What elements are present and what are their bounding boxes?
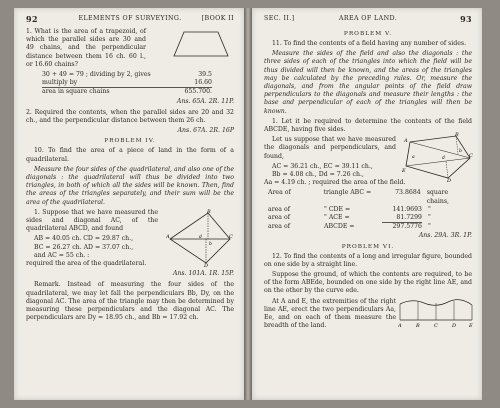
running-title-right: AREA OF LAND. [338, 15, 398, 22]
measured-values [34, 235, 166, 260]
table-cell: " [428, 214, 431, 222]
running-title-left: ELEMENTS OF SURVEYING. [78, 15, 182, 22]
table-cell: 81.7299 [382, 214, 422, 223]
problem-4-rule: Measure the four sides of the quadrilateral, and also one of the diagonals : the quadrilateral will thus be divided into two triangles, in both of which all the sides will be known. Then, find the areas of the triangles separately, and their sum will be the area of the quadrilateral. [26, 165, 234, 206]
calc-line-1-value: 39.5 [198, 71, 212, 79]
page-number-right: 93 [460, 14, 472, 24]
right-page [252, 8, 482, 400]
quadrilateral-figure [166, 209, 234, 267]
table-cell: square chains, [426, 189, 449, 205]
pent-label-foot-a: a [412, 155, 415, 161]
irr-label-e: E [469, 322, 473, 328]
table-cell: triangle ABC = [323, 189, 372, 197]
problem-6-para-a: Suppose the ground, of which the contents are required, to be of the form ABEde, bounded on one side by the right line AE, and on the other by the curve ede. [264, 271, 472, 295]
fig-label-c: C [229, 233, 233, 240]
question-2: 2. Required the contents, when the parallel sides are 20 and 32 ch., and the perpendicular distance between them 26 ch. [26, 108, 234, 125]
value-row-2: BC = 26.27 ch. AD = 37.07 ch., [34, 243, 134, 251]
example-intro: 1. Suppose that we have measured the sides and diagonal AC, of the quadrilateral ABCD, and found [26, 208, 158, 233]
irregular-figure-block [264, 298, 472, 331]
irregular-figure [398, 296, 474, 328]
fig-label-a: A [166, 233, 170, 240]
problem-6-text: 12. To find the contents of a long and irregular figure, bounded on one side by a straight line. [264, 252, 472, 268]
right-running-head [264, 14, 472, 28]
table-row [268, 206, 472, 214]
pent-label-a: A [404, 138, 408, 145]
pentagon-figure [402, 132, 474, 182]
pent-label-foot-d: d [442, 156, 445, 162]
irr-label-b: B [416, 322, 420, 328]
problem-4-heading: PROBLEM IV. [104, 138, 156, 145]
value-row-1: AB = 40.05 ch. CD = 29.87 ch., [34, 235, 134, 243]
fig-label-d: D [204, 262, 209, 267]
calc-line-3-value: 655.700. [184, 88, 212, 96]
table-cell: area of [268, 205, 290, 213]
question-1: 1. What is the area of a trapezoid, of which the parallel sides are 30 and 49 chains, and the perpendicular distance between them 16 ch. 60 l., or 16.60 chains? [26, 28, 146, 68]
section-label: SEC. II.] [264, 15, 295, 22]
example-requirement: required the area of the quadrilateral. [26, 260, 147, 268]
table-cell: 141.9693 [392, 205, 422, 213]
answer-1: Ans. 65A. 2R. 11P. [176, 97, 234, 105]
table-cell: " CDE = [324, 205, 351, 213]
value-row-3-right: Aa = 4.19 ch. ; required the area of the field. [264, 179, 406, 187]
page-number-left: 92 [26, 14, 38, 24]
remark: Remark. Instead of measuring the four sides of the quadrilateral, we may let fall the perpendiculars Bb, Dy, on the diagonal AC. The area of the triangle may then be determined by measuring these perpendiculars and the diagonal AC. The perpendiculars are Dy = 18.95 ch., and Bb = 17.92 ch. [26, 281, 234, 322]
q1-block [26, 28, 234, 69]
table-row [268, 223, 472, 231]
table-cell: ABCDE = [324, 223, 355, 231]
example-intro-right: 1. Let it be required to determine the contents of the field ABCDE, having five sides. [264, 117, 472, 134]
table-cell: " ACE = [324, 214, 350, 222]
table-cell: 73.8684 [395, 189, 421, 197]
value-row-2-right: Bb = 4.08 ch., Dd = 7.26 ch., [272, 171, 364, 179]
table-cell: " [428, 205, 431, 213]
table-cell: " [428, 223, 431, 231]
problem-6-para-b: At A and E, the extremities of the right line AE, erect the two perpendiculars Aa, Ee, and on each of them measure the breadth of the land. [264, 297, 396, 330]
table-cell: area of [268, 223, 290, 231]
calc-line-2-label: multiply by [42, 79, 78, 87]
left-page [14, 8, 244, 400]
trapezoid-figure [172, 28, 232, 60]
irr-label-d: D [452, 322, 457, 328]
left-running-head [26, 14, 234, 28]
area-table [268, 189, 472, 231]
value-row-3: and AC = 55 ch. : [34, 251, 90, 259]
table-row [268, 189, 472, 205]
calc-line-2-value: 16.60 [194, 79, 212, 87]
problem-5-heading: PROBLEM V. [343, 31, 393, 37]
value-row-1-right: AC = 36.21 ch., EC = 39.11 ch., [272, 162, 373, 170]
problem-5-text: 11. To find the contents of a field having any number of sides. [272, 40, 467, 47]
irr-label-c: C [434, 322, 438, 328]
table-cell: 297.5776 [392, 223, 422, 231]
problem-6-heading: PROBLEM VI. [341, 243, 395, 250]
table-cell: Area of [268, 189, 291, 197]
book-gutter [244, 8, 252, 400]
answer-right-1: Ans. 29A. 3R. 1P. [418, 232, 472, 240]
pent-label-c: C [469, 153, 473, 160]
pent-label-d: D [447, 178, 452, 183]
table-cell: area of [268, 214, 290, 222]
fig-label-foot-b: b [209, 241, 212, 247]
calc-line-3-label: area in square chains [42, 88, 110, 96]
irr-label-a: A [398, 322, 402, 328]
pent-label-b: B [455, 132, 459, 139]
fig-label-foot-d: d [199, 234, 202, 240]
problem-5-rule: Measure the sides of the field and also the diagonals : the three sides of each of the triangles into which the field will be thus divided will then be known, and the areas of the triangles may be calculated by the preceding rules. Or, measure the diagonals, and from the angular points of the field draw perpendiculars to the diagonals and measure their lengths : the base and perpendicular of each of the triangles will then be known. [264, 50, 472, 115]
example-continued: Let us suppose that we have measured the diagonals and perpendiculars, and found, [264, 136, 396, 160]
answer-3: Ans. 101A. 1R. 15P. [172, 270, 234, 278]
answer-2: Ans. 67A. 2R. 16P [177, 127, 234, 135]
calculation [42, 71, 234, 97]
pent-label-foot-b: b [459, 149, 462, 155]
problem-4-text: 10. To find the area of a piece of land in the form of a quadrilateral. [26, 147, 234, 163]
book-label: [BOOK II [201, 15, 234, 22]
pent-label-e: E [402, 168, 406, 175]
calc-line-1-label: 30 + 49 = 79 ; dividing by 2, gives [42, 71, 151, 79]
fig-label-b: B [207, 208, 211, 215]
table-row [268, 214, 472, 223]
